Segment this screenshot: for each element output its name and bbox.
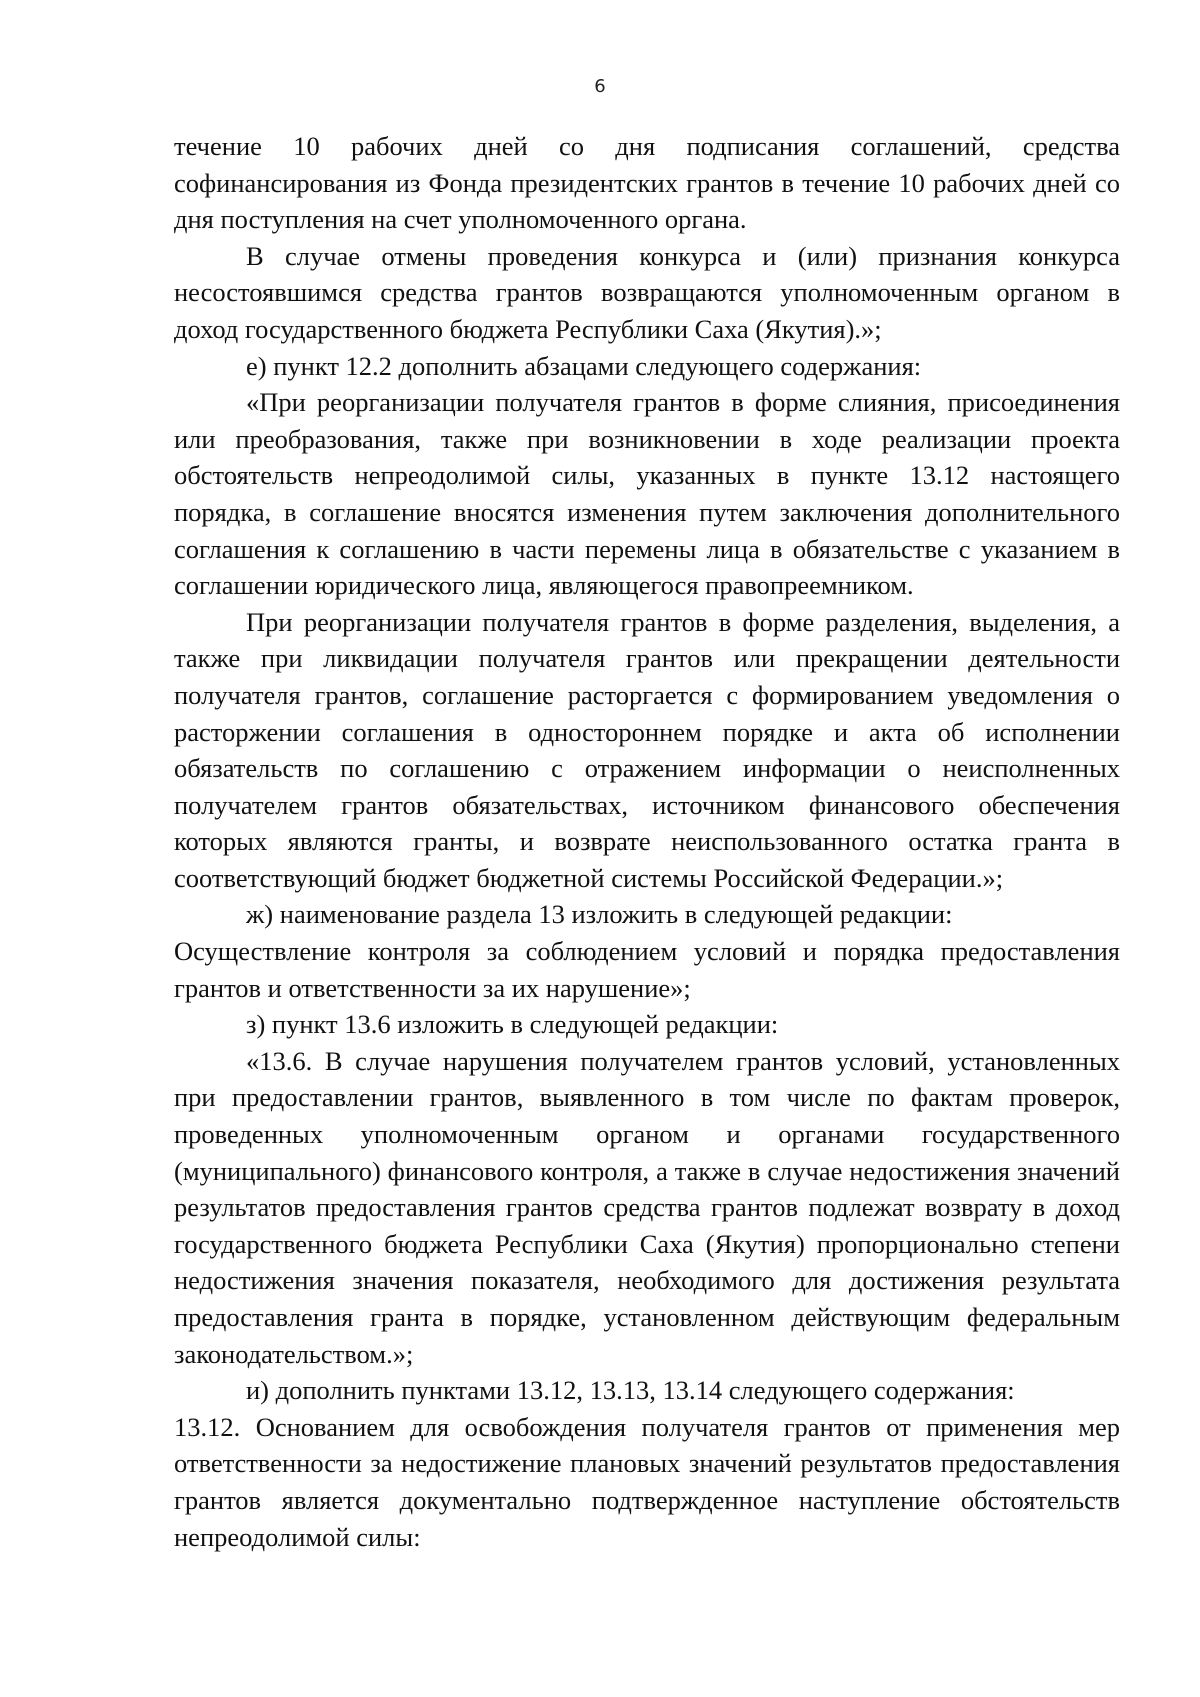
paragraph: ж) наименование раздела 13 изложить в следующей редакции: — [246, 899, 953, 930]
paragraph: е) пункт 12.2 дополнить абзацами следующего содержания: — [246, 350, 922, 381]
paragraph: «13.6. В случае нарушения получателем грантов условий, установленных при предоставлении грантов, выявленного в том числе по фактам проверок, проведенных уполномоченным органом и органами государственного (муниципального) финансового контроля, а также в случае недостижения значений результатов предоставления грантов средства грантов подлежат возврату в доход государственного бюджета Республики Саха (Якутия) пропорционально степени недостижения значения показателя, необходимого для достижения результата предоставления гранта в порядке, установленном действующим федеральным законодательством.»; — [174, 1045, 1120, 1369]
paragraph: и) дополнить пунктами 13.12, 13.13, 13.14 следующего содержания: — [246, 1375, 1015, 1406]
paragraph: Осуществление контроля за соблюдением условий и порядка предоставления грантов и ответственности за их нарушение»; — [174, 936, 1120, 1003]
paragraph: з) пункт 13.6 изложить в следующей редакции: — [246, 1009, 779, 1040]
paragraph: В случае отмены проведения конкурса и (или) признания конкурса несостоявшимся средства грантов возвращаются уполномоченным органом в доход государственного бюджета Республики Саха (Якутия).»; — [174, 240, 1120, 344]
paragraph: При реорганизации получателя грантов в форме разделения, выделения, а также при ликвидации получателя грантов или прекращении деятельности получателя грантов, соглашение расторгается с формированием уведомления о расторжении соглашения в одностороннем порядке и акта об исполнении обязательств по соглашению с отражением информации о неисполненных получателем грантов обязательствах, источником финансового обеспечения которых являются гранты, и возврате неиспользованного остатка гранта в соответствующий бюджет бюджетной системы Российской Федерации.»; — [174, 606, 1120, 893]
document-body — [174, 128, 1120, 1555]
paragraph: 13.12. Основанием для освобождения получателя грантов от применения мер ответственности за недостижение плановых значений результатов предоставления грантов является документально подтвержденное наступление обстоятельств непреодолимой силы: — [174, 1411, 1120, 1552]
page-number: 6 — [594, 76, 606, 97]
paragraph: «При реорганизации получателя грантов в форме слияния, присоединения или преобразования, также при возникновении в ходе реализации проекта обстоятельств непреодолимой силы, указанных в пункте 13.12 настоящего порядка, в соглашение вносятся изменения путем заключения дополнительного соглашения к соглашению в части перемены лица в обязательстве с указанием в соглашении юридического лица, являющегося правопреемником. — [174, 387, 1120, 601]
paragraph: течение 10 рабочих дней со дня подписания соглашений, средства софинансирования из Фонда президентских грантов в течение 10 рабочих дней со дня поступления на счет уполномоченного органа. — [174, 131, 1120, 235]
